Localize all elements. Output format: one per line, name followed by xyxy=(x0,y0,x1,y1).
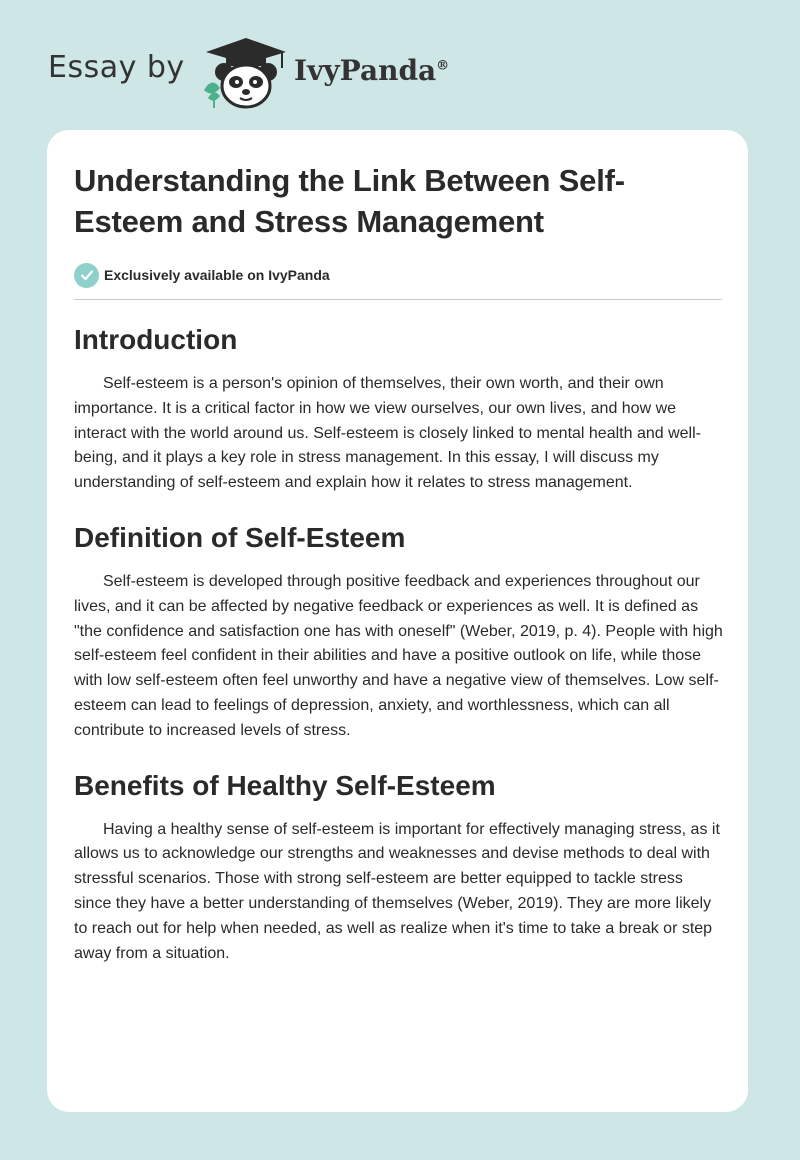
divider xyxy=(74,299,722,300)
essay-card xyxy=(47,130,748,1112)
panda-graduation-cap-icon xyxy=(200,32,292,112)
check-icon xyxy=(74,263,99,288)
section-paragraph: Having a healthy sense of self-esteem is important for effectively managing stress, as it allows us to acknowledge our strengths and weaknesses and devise methods to deal with stressful scenarios. Those with strong self-esteem are better equipped to tackle stress since they have a better understanding of themselves (Weber, 2019). They are more likely to reach out for help when needed, as well as realize when it's time to take a break or step away from a situation. xyxy=(74,820,720,962)
section-introduction xyxy=(74,322,724,496)
essay-title: Understanding the Link Between Self-Esteem and Stress Management xyxy=(74,163,625,239)
brand-name[interactable] xyxy=(294,54,449,87)
section-benefits xyxy=(74,768,724,967)
section-heading: Definition of Self-Esteem xyxy=(74,521,406,553)
section-heading: Benefits of Healthy Self-Esteem xyxy=(74,769,496,801)
section-definition xyxy=(74,520,724,744)
exclusive-badge xyxy=(74,262,724,288)
essay-by-label: Essay by xyxy=(48,50,185,85)
site-header xyxy=(0,0,800,130)
section-paragraph: Self-esteem is a person's opinion of themselves, their own worth, and their own importance. It is a critical factor in how we view ourselves, our own lives, and how we interact with the world around us. Self-esteem is closely linked to mental health and well-being, and it plays a key role in stress management. In this essay, I will discuss my understanding of self-esteem and explain how it relates to stress management. xyxy=(74,375,701,492)
registered-mark: ® xyxy=(436,58,450,74)
essay-content xyxy=(74,160,724,966)
section-paragraph: Self-esteem is developed through positive feedback and experiences throughout our lives, and it can be affected by negative feedback or experiences as well. It is defined as "the confidence and satisfaction one has with oneself" (Weber, 2019, p. 4). People with high self-esteem feel confident in their abilities and have a positive outlook on life, while those with low self-esteem often feel unworthy and have a negative view of themselves. Low self-esteem can lead to feelings of depression, anxiety, and worthlessness, which can all contribute to increased levels of stress. xyxy=(74,572,723,739)
exclusive-label: Exclusively available on IvyPanda xyxy=(104,267,330,283)
section-heading: Introduction xyxy=(74,324,238,355)
brand-name-text: IvyPanda xyxy=(294,54,437,87)
